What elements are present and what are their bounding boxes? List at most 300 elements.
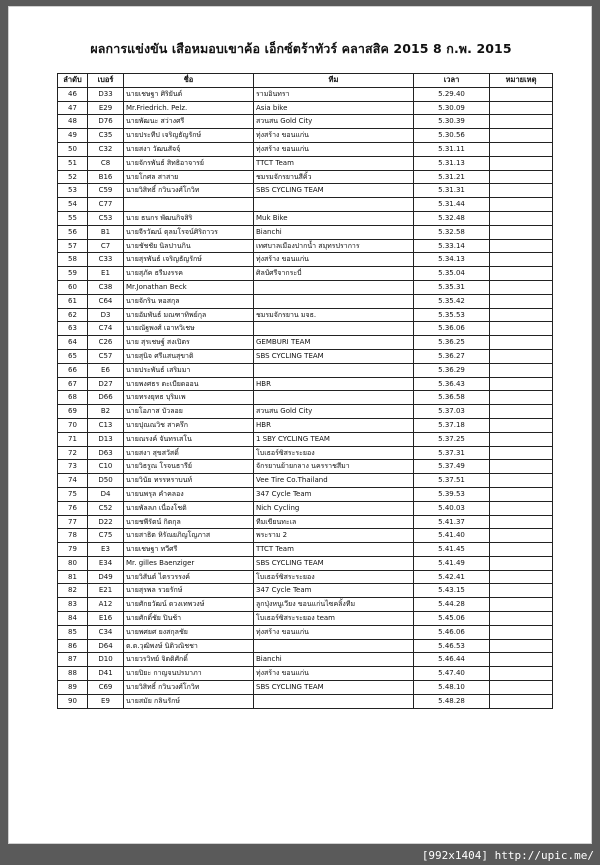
cell-rank: 57: [58, 239, 88, 253]
cell-team: พระราม 2: [254, 529, 414, 543]
cell-rider-name: นายจักรพันธ์ สิทธิอาจารย์: [124, 156, 254, 170]
image-host-footer: [0, 844, 600, 865]
header-team: ทีม: [254, 74, 414, 88]
cell-note: [490, 639, 553, 653]
cell-bib: C77: [88, 198, 124, 212]
cell-team: SBS CYCLING TEAM: [254, 349, 414, 363]
cell-rank: 56: [58, 225, 88, 239]
cell-note: [490, 487, 553, 501]
cell-rider-name: นายพัฒนะ สว่างศรี: [124, 115, 254, 129]
cell-rank: 88: [58, 667, 88, 681]
table-row: [58, 211, 553, 225]
cell-time: 5.31.11: [414, 142, 490, 156]
cell-rider-name: นายโอภาส บัวลอย: [124, 405, 254, 419]
cell-rider-name: นายอัมพันธ์ มณฑาทิพย์กุล: [124, 308, 254, 322]
cell-team: Bianchi: [254, 653, 414, 667]
cell-rank: 60: [58, 280, 88, 294]
cell-rank: 71: [58, 432, 88, 446]
cell-time: 5.44.28: [414, 598, 490, 612]
cell-bib: D22: [88, 515, 124, 529]
cell-rank: 66: [58, 363, 88, 377]
cell-team: สวนสน Gold City: [254, 115, 414, 129]
cell-note: [490, 625, 553, 639]
cell-rider-name: นาย ธนกร พัฒนกิจสิริ: [124, 211, 254, 225]
cell-note: [490, 653, 553, 667]
cell-time: 5.30.39: [414, 115, 490, 129]
table-row: [58, 336, 553, 350]
cell-team: [254, 363, 414, 377]
table-row: [58, 515, 553, 529]
cell-note: [490, 115, 553, 129]
cell-note: [490, 363, 553, 377]
cell-bib: D50: [88, 474, 124, 488]
cell-time: 5.36.27: [414, 349, 490, 363]
cell-team: ทุ่งสร้าง ขอนแก่น: [254, 667, 414, 681]
cell-note: [490, 239, 553, 253]
cell-rank: 54: [58, 198, 88, 212]
cell-rider-name: นายสุรพันธ์ เจริญธัญรักษ์: [124, 253, 254, 267]
cell-team: Nich Cycling: [254, 501, 414, 515]
cell-time: 5.35.04: [414, 267, 490, 281]
cell-rank: 52: [58, 170, 88, 184]
cell-team: Bianchi: [254, 225, 414, 239]
cell-rank: 84: [58, 612, 88, 626]
cell-note: [490, 184, 553, 198]
header-bib: เบอร์: [88, 74, 124, 88]
cell-note: [490, 584, 553, 598]
cell-rank: 74: [58, 474, 88, 488]
cell-bib: D63: [88, 446, 124, 460]
cell-note: [490, 294, 553, 308]
cell-time: 5.48.28: [414, 694, 490, 708]
cell-rider-name: นายจีรวัฒน์ ตุลมโรจน์ศิริถาวร: [124, 225, 254, 239]
cell-time: 5.30.56: [414, 129, 490, 143]
cell-rider-name: นายสุรพล รวยรักษ์: [124, 584, 254, 598]
cell-rank: 79: [58, 543, 88, 557]
cell-time: 5.36.29: [414, 363, 490, 377]
cell-rider-name: นายสุภัค ธรีมงรรค: [124, 267, 254, 281]
table-row: [58, 460, 553, 474]
cell-rank: 86: [58, 639, 88, 653]
cell-team: โบเธอร์ซิสระระยอง: [254, 446, 414, 460]
cell-rider-name: นายพงศธร ตะเบียดออน: [124, 377, 254, 391]
cell-rider-name: ต.ต.วุฒิพงษ์ นิติวณิชชา: [124, 639, 254, 653]
table-row: [58, 598, 553, 612]
cell-time: 5.45.06: [414, 612, 490, 626]
cell-rank: 51: [58, 156, 88, 170]
cell-time: 5.36.43: [414, 377, 490, 391]
cell-note: [490, 101, 553, 115]
table-header-row: [58, 74, 553, 88]
cell-team: ทุ่งสร้าง ขอนแก่น: [254, 625, 414, 639]
header-note: หมายเหตุ: [490, 74, 553, 88]
cell-note: [490, 377, 553, 391]
cell-team: ทุ่งสร้าง ขอนแก่น: [254, 142, 414, 156]
cell-team: 347 Cycle Team: [254, 487, 414, 501]
cell-time: 5.35.42: [414, 294, 490, 308]
cell-rank: 46: [58, 87, 88, 101]
cell-bib: E21: [88, 584, 124, 598]
cell-bib: C32: [88, 142, 124, 156]
cell-team: SBS CYCLING TEAM: [254, 556, 414, 570]
cell-time: 5.37.31: [414, 446, 490, 460]
cell-note: [490, 667, 553, 681]
table-row: [58, 280, 553, 294]
cell-rider-name: Mr.Friedrich. Pelz.: [124, 101, 254, 115]
table-row: [58, 556, 553, 570]
table-row: [58, 156, 553, 170]
cell-rider-name: นายสุนิจ ศรีแสนสุขาติ: [124, 349, 254, 363]
table-row: [58, 681, 553, 695]
cell-team: ทุ่งสร้าง ขอนแก่น: [254, 253, 414, 267]
table-row: [58, 639, 553, 653]
cell-team: สวนสน Gold City: [254, 405, 414, 419]
table-row: [58, 115, 553, 129]
cell-bib: C8: [88, 156, 124, 170]
table-row: [58, 432, 553, 446]
cell-bib: C26: [88, 336, 124, 350]
cell-bib: D4: [88, 487, 124, 501]
cell-bib: C33: [88, 253, 124, 267]
cell-team: [254, 639, 414, 653]
cell-rank: 81: [58, 570, 88, 584]
cell-team: TTCT Team: [254, 156, 414, 170]
cell-time: 5.41.45: [414, 543, 490, 557]
table-row: [58, 529, 553, 543]
cell-rank: 83: [58, 598, 88, 612]
cell-rank: 73: [58, 460, 88, 474]
cell-rider-name: นายโกศล สาสาย: [124, 170, 254, 184]
cell-time: 5.46.53: [414, 639, 490, 653]
cell-time: 5.42.41: [414, 570, 490, 584]
cell-team: โบเธอร์ซิสระระยอง team: [254, 612, 414, 626]
cell-note: [490, 474, 553, 488]
cell-rider-name: นายวิธรูณ โรจนธารีย์: [124, 460, 254, 474]
cell-rider-name: นายเชษฐา ศิริยันต์: [124, 87, 254, 101]
cell-note: [490, 460, 553, 474]
cell-note: [490, 391, 553, 405]
cell-note: [490, 694, 553, 708]
cell-time: 5.35.53: [414, 308, 490, 322]
cell-time: 5.41.49: [414, 556, 490, 570]
cell-note: [490, 280, 553, 294]
table-row: [58, 377, 553, 391]
cell-time: 5.36.58: [414, 391, 490, 405]
cell-rider-name: นายวิสันต์ ไตรวรรงค์: [124, 570, 254, 584]
cell-team: ชมรมจักรยานสีคิ้ว: [254, 170, 414, 184]
cell-time: 5.30.09: [414, 101, 490, 115]
cell-team: [254, 280, 414, 294]
cell-team: เทศบาลเมืองปากน้ำ สมุทรปราการ: [254, 239, 414, 253]
cell-bib: C69: [88, 681, 124, 695]
cell-time: 5.48.10: [414, 681, 490, 695]
table-row: [58, 584, 553, 598]
table-row: [58, 405, 553, 419]
table-row: [58, 225, 553, 239]
table-row: [58, 129, 553, 143]
cell-note: [490, 570, 553, 584]
table-row: [58, 267, 553, 281]
cell-rider-name: นายณัฐพงศ์ เอาหวิเชษ: [124, 322, 254, 336]
cell-rider-name: นายประพันธ์ เสริมมา: [124, 363, 254, 377]
cell-bib: D64: [88, 639, 124, 653]
cell-team: รามอินทรา: [254, 87, 414, 101]
cell-time: 5.34.13: [414, 253, 490, 267]
cell-time: 5.36.25: [414, 336, 490, 350]
table-row: [58, 612, 553, 626]
cell-time: 5.29.40: [414, 87, 490, 101]
cell-rider-name: นายจักริน หอสกุล: [124, 294, 254, 308]
cell-rank: 53: [58, 184, 88, 198]
cell-bib: E1: [88, 267, 124, 281]
cell-rank: 85: [58, 625, 88, 639]
cell-bib: B2: [88, 405, 124, 419]
table-row: [58, 446, 553, 460]
cell-bib: C75: [88, 529, 124, 543]
cell-rider-name: นายสงา วัฒนสัจจฺ์: [124, 142, 254, 156]
cell-team: ศิลป์ศรีจากระบี่: [254, 267, 414, 281]
table-row: [58, 501, 553, 515]
cell-note: [490, 211, 553, 225]
cell-rank: 76: [58, 501, 88, 515]
cell-rank: 78: [58, 529, 88, 543]
table-row: [58, 198, 553, 212]
cell-rank: 50: [58, 142, 88, 156]
cell-rank: 87: [58, 653, 88, 667]
cell-team: 1 SBY CYCLING TEAM: [254, 432, 414, 446]
table-row: [58, 487, 553, 501]
table-row: [58, 363, 553, 377]
cell-bib: B16: [88, 170, 124, 184]
cell-team: SBS CYCLING TEAM: [254, 681, 414, 695]
cell-note: [490, 681, 553, 695]
table-row: [58, 142, 553, 156]
cell-team: Asia bike: [254, 101, 414, 115]
header-num: ลำดับ: [58, 74, 88, 88]
cell-rider-name: นายวินัย ทรรหราบนท์: [124, 474, 254, 488]
cell-note: [490, 156, 553, 170]
cell-note: [490, 515, 553, 529]
cell-note: [490, 432, 553, 446]
cell-rider-name: นายณรงค์ จันทรเสโน: [124, 432, 254, 446]
cell-time: 5.31.21: [414, 170, 490, 184]
cell-bib: A12: [88, 598, 124, 612]
table-row: [58, 322, 553, 336]
table-row: [58, 474, 553, 488]
table-row: [58, 543, 553, 557]
cell-rank: 77: [58, 515, 88, 529]
cell-note: [490, 349, 553, 363]
cell-time: 5.37.49: [414, 460, 490, 474]
cell-rank: 48: [58, 115, 88, 129]
cell-bib: D41: [88, 667, 124, 681]
cell-time: 5.37.18: [414, 418, 490, 432]
table-row: [58, 294, 553, 308]
cell-rank: 59: [58, 267, 88, 281]
table-row: [58, 667, 553, 681]
cell-rank: 90: [58, 694, 88, 708]
cell-rider-name: นายประทีป เจริญธัญรักษ์: [124, 129, 254, 143]
cell-bib: B1: [88, 225, 124, 239]
results-table: [57, 73, 553, 709]
cell-team: โบเธอร์ซิสระระยอง: [254, 570, 414, 584]
footer-label: [992x1404] http://upic.me/: [421, 849, 594, 862]
cell-rider-name: นายทรงยุทธ บุริมเพ: [124, 391, 254, 405]
cell-note: [490, 267, 553, 281]
table-row: [58, 239, 553, 253]
cell-note: [490, 322, 553, 336]
cell-rider-name: นายวรวิทย์ จิตติศักดิ์: [124, 653, 254, 667]
results-body: [58, 87, 553, 708]
cell-bib: D27: [88, 377, 124, 391]
cell-time: 5.43.15: [414, 584, 490, 598]
table-row: [58, 253, 553, 267]
cell-note: [490, 612, 553, 626]
cell-bib: E29: [88, 101, 124, 115]
cell-bib: D13: [88, 432, 124, 446]
cell-rank: 69: [58, 405, 88, 419]
cell-time: 5.37.25: [414, 432, 490, 446]
cell-team: [254, 294, 414, 308]
table-row: [58, 625, 553, 639]
table-row: [58, 308, 553, 322]
cell-bib: D49: [88, 570, 124, 584]
cell-team: 347 Cycle Team: [254, 584, 414, 598]
cell-rank: 61: [58, 294, 88, 308]
cell-team: [254, 694, 414, 708]
cell-rank: 80: [58, 556, 88, 570]
cell-rider-name: นายศักยวัฒน์ ดวงเทพวงษ์: [124, 598, 254, 612]
cell-team: GEMBURI TEAM: [254, 336, 414, 350]
cell-bib: E6: [88, 363, 124, 377]
cell-note: [490, 253, 553, 267]
cell-note: [490, 198, 553, 212]
cell-rank: 89: [58, 681, 88, 695]
cell-note: [490, 598, 553, 612]
cell-rider-name: นายพศยศ ยงสกุลชัย: [124, 625, 254, 639]
cell-note: [490, 308, 553, 322]
table-row: [58, 87, 553, 101]
cell-time: 5.31.44: [414, 198, 490, 212]
table-row: [58, 170, 553, 184]
cell-team: HBR: [254, 377, 414, 391]
cell-rider-name: นายสงา สุขสวัสดิ์: [124, 446, 254, 460]
cell-time: 5.35.31: [414, 280, 490, 294]
cell-rider-name: [124, 198, 254, 212]
cell-time: 5.46.44: [414, 653, 490, 667]
cell-team: ชมรมจักรยาน มจธ.: [254, 308, 414, 322]
cell-rank: 58: [58, 253, 88, 267]
cell-rank: 68: [58, 391, 88, 405]
cell-rider-name: นายศักดิ์ชัย ปินช้า: [124, 612, 254, 626]
cell-note: [490, 418, 553, 432]
cell-note: [490, 142, 553, 156]
cell-time: 5.37.51: [414, 474, 490, 488]
cell-bib: D33: [88, 87, 124, 101]
cell-rank: 63: [58, 322, 88, 336]
cell-note: [490, 170, 553, 184]
cell-rider-name: นายปิยะ กาญจนปรมาภา: [124, 667, 254, 681]
table-row: [58, 570, 553, 584]
cell-bib: C13: [88, 418, 124, 432]
cell-time: 5.31.13: [414, 156, 490, 170]
cell-bib: C52: [88, 501, 124, 515]
cell-note: [490, 87, 553, 101]
cell-time: 5.37.03: [414, 405, 490, 419]
cell-rider-name: นาย สุรเชษฐ์ สงเปิตร: [124, 336, 254, 350]
table-row: [58, 101, 553, 115]
cell-team: TTCT Team: [254, 543, 414, 557]
table-row: [58, 391, 553, 405]
cell-bib: C35: [88, 129, 124, 143]
cell-time: 5.31.31: [414, 184, 490, 198]
header-name: ชื่อ: [124, 74, 254, 88]
cell-time: 5.41.40: [414, 529, 490, 543]
cell-note: [490, 529, 553, 543]
cell-team: [254, 322, 414, 336]
cell-rider-name: นายพัลลภ เนื่องโชติ: [124, 501, 254, 515]
cell-rider-name: นายปุณณวิช สาครึก: [124, 418, 254, 432]
cell-bib: D76: [88, 115, 124, 129]
cell-team: [254, 391, 414, 405]
cell-bib: C10: [88, 460, 124, 474]
cell-note: [490, 543, 553, 557]
cell-rank: 67: [58, 377, 88, 391]
cell-bib: E3: [88, 543, 124, 557]
header-time: เวลา: [414, 74, 490, 88]
cell-time: 5.40.03: [414, 501, 490, 515]
cell-bib: D10: [88, 653, 124, 667]
cell-time: 5.47.40: [414, 667, 490, 681]
cell-time: 5.46.06: [414, 625, 490, 639]
cell-bib: C53: [88, 211, 124, 225]
cell-rider-name: นายนพรุล คำคลอง: [124, 487, 254, 501]
cell-rider-name: นายชัชชัย นิลปานกิน: [124, 239, 254, 253]
table-row: [58, 184, 553, 198]
cell-rank: 47: [58, 101, 88, 115]
cell-rider-name: นายชพีรัตน์ กิตกุล: [124, 515, 254, 529]
table-row: [58, 694, 553, 708]
cell-rank: 72: [58, 446, 88, 460]
cell-bib: C34: [88, 625, 124, 639]
cell-rank: 64: [58, 336, 88, 350]
cell-bib: C7: [88, 239, 124, 253]
cell-rank: 70: [58, 418, 88, 432]
cell-bib: C64: [88, 294, 124, 308]
cell-rank: 49: [58, 129, 88, 143]
cell-bib: C59: [88, 184, 124, 198]
cell-rank: 55: [58, 211, 88, 225]
cell-team: Vee Tire Co.Thailand: [254, 474, 414, 488]
results-page: [8, 6, 592, 844]
cell-bib: C38: [88, 280, 124, 294]
table-row: [58, 418, 553, 432]
cell-time: 5.36.06: [414, 322, 490, 336]
cell-rider-name: นายสมัย กลินรักษ์: [124, 694, 254, 708]
cell-team: ลูกปุ่งหนูเวียง ขอนแก่นไซคลิ้งทีม: [254, 598, 414, 612]
cell-bib: C74: [88, 322, 124, 336]
cell-rider-name: นายสาธิต หิรัณยภิญโญภาส: [124, 529, 254, 543]
cell-rank: 75: [58, 487, 88, 501]
cell-time: 5.33.14: [414, 239, 490, 253]
cell-note: [490, 556, 553, 570]
cell-rider-name: Mr.Jonathan Beck: [124, 280, 254, 294]
cell-time: 5.39.53: [414, 487, 490, 501]
cell-rank: 65: [58, 349, 88, 363]
cell-rider-name: นายเชษฐา ทวีศรี: [124, 543, 254, 557]
cell-rider-name: นายวิสิทธิ์ กวินวงศ์โกวิท: [124, 184, 254, 198]
cell-bib: E9: [88, 694, 124, 708]
